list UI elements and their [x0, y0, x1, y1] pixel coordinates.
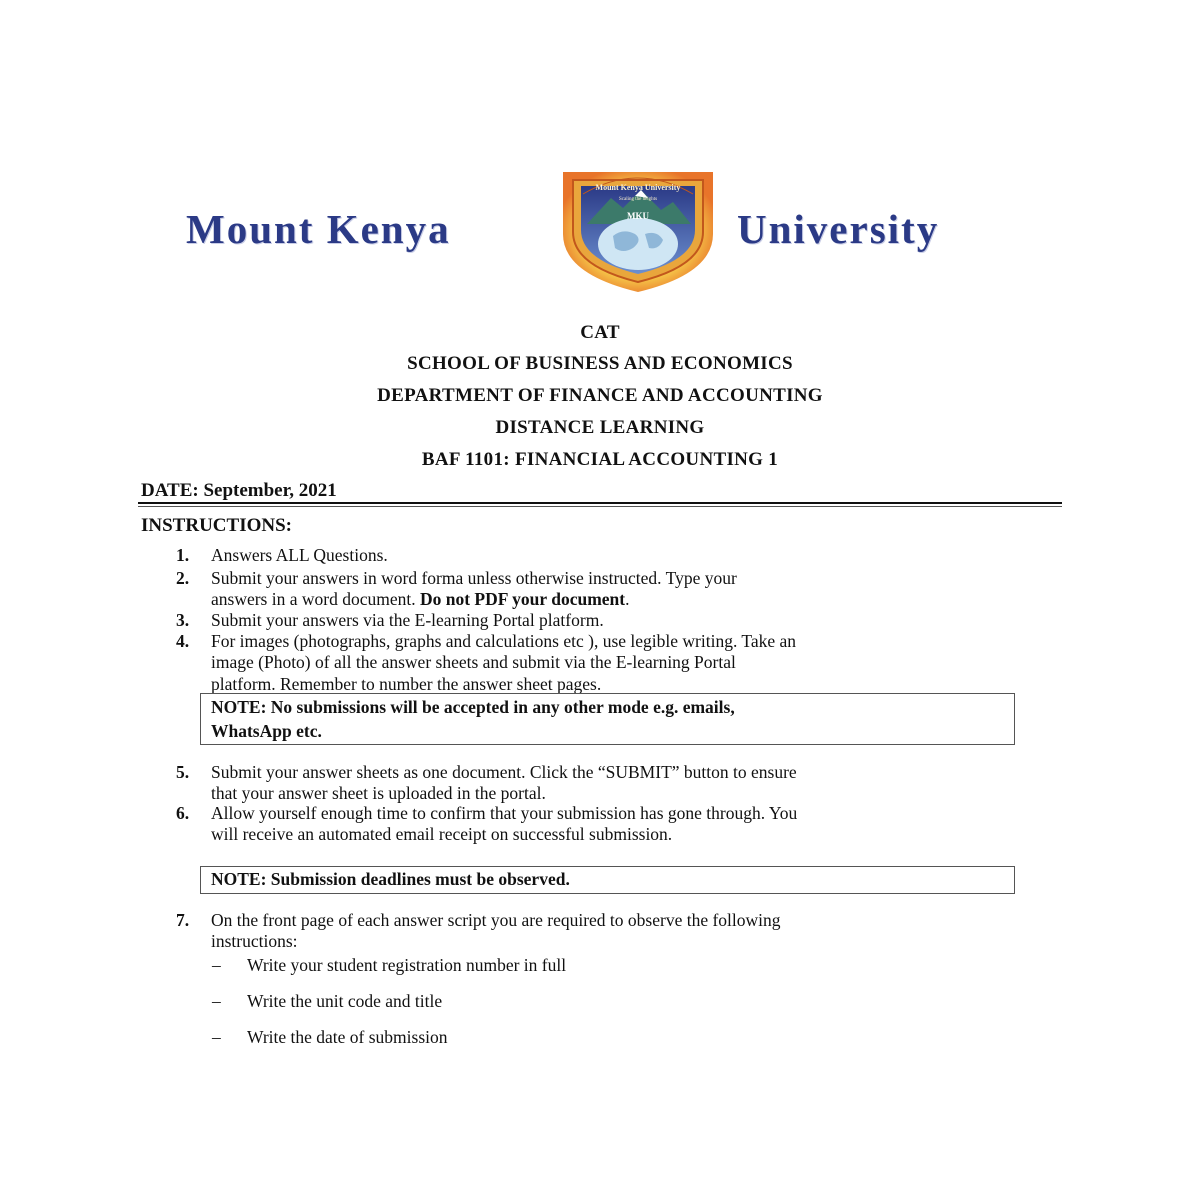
item-text: Allow yourself enough time to confirm that your submission has gone through. You [211, 803, 798, 823]
date-line: DATE: September, 2021 [141, 480, 337, 501]
item-text-line-2: that your answer sheet is uploaded in the portal. [211, 783, 546, 803]
item-text: Submit your answer sheets as one document. Click the “SUBMIT” button to ensure [211, 762, 797, 782]
dash-bullet: – [212, 955, 221, 975]
item-text: Submit your answers via the E-learning Portal platform. [211, 610, 604, 630]
divider-rule-thin [138, 506, 1062, 507]
sub-item-text: Write your student registration number in full [247, 955, 567, 975]
note-line-1: NOTE: No submissions will be accepted in any other mode e.g. emails, [211, 697, 735, 717]
sub-item-text: Write the date of submission [247, 1027, 448, 1047]
item-text-bold: Do not PDF your document [419, 589, 626, 609]
crest-arc-text: Mount Kenya University [595, 183, 681, 192]
item-text-part: answers in a word document. [211, 589, 420, 609]
note-line-2: WhatsApp etc. [211, 721, 322, 741]
exam-type-heading: CAT [580, 322, 620, 343]
item-number: 1. [176, 545, 190, 565]
item-number: 6. [176, 803, 190, 823]
school-heading: SCHOOL OF BUSINESS AND ECONOMICS [407, 353, 793, 374]
item-text-line-2: instructions: [211, 931, 298, 951]
item-text: Submit your answers in word forma unless otherwise instructed. Type your [211, 568, 737, 588]
logo-text-left: Mount Kenya [186, 206, 451, 252]
note-box-submission-mode [200, 693, 1015, 745]
sub-item-text: Write the unit code and title [247, 991, 443, 1011]
instructions-title: INSTRUCTIONS: [141, 515, 292, 536]
item-number: 5. [176, 762, 190, 782]
item-number: 4. [176, 631, 190, 651]
item-text-line-2 [211, 589, 630, 610]
item-number: 3. [176, 610, 190, 630]
item-text: On the front page of each answer script you are required to observe the following [211, 910, 781, 930]
item-text-tail: . [625, 589, 630, 609]
unit-heading: BAF 1101: FINANCIAL ACCOUNTING 1 [421, 449, 779, 470]
note-box-deadlines [200, 866, 1015, 894]
item-number: 7. [176, 910, 190, 930]
department-heading: DEPARTMENT OF FINANCE AND ACCOUNTING [377, 385, 823, 406]
item-text-line-2: image (Photo) of all the answer sheets and submit via the E-learning Portal [211, 652, 736, 672]
dash-bullet: – [212, 991, 221, 1011]
mode-heading: DISTANCE LEARNING [495, 417, 705, 438]
crest-motto: Scaling the heights [618, 197, 658, 202]
crest-center-text: MKU [627, 211, 649, 221]
divider-rule [138, 502, 1062, 504]
dash-bullet: – [212, 1027, 221, 1047]
university-crest-logo [553, 164, 723, 294]
item-text-line-2: will receive an automated email receipt on successful submission. [211, 824, 673, 844]
item-text: Answers ALL Questions. [211, 545, 388, 565]
item-text: For images (photographs, graphs and calculations etc ), use legible writing. Take an [211, 631, 797, 651]
item-number: 2. [176, 568, 190, 588]
logo-text-right: University [737, 206, 940, 252]
item-text-line-3: platform. Remember to number the answer sheet pages. [211, 674, 602, 694]
note-text: NOTE: Submission deadlines must be observed. [211, 869, 570, 889]
